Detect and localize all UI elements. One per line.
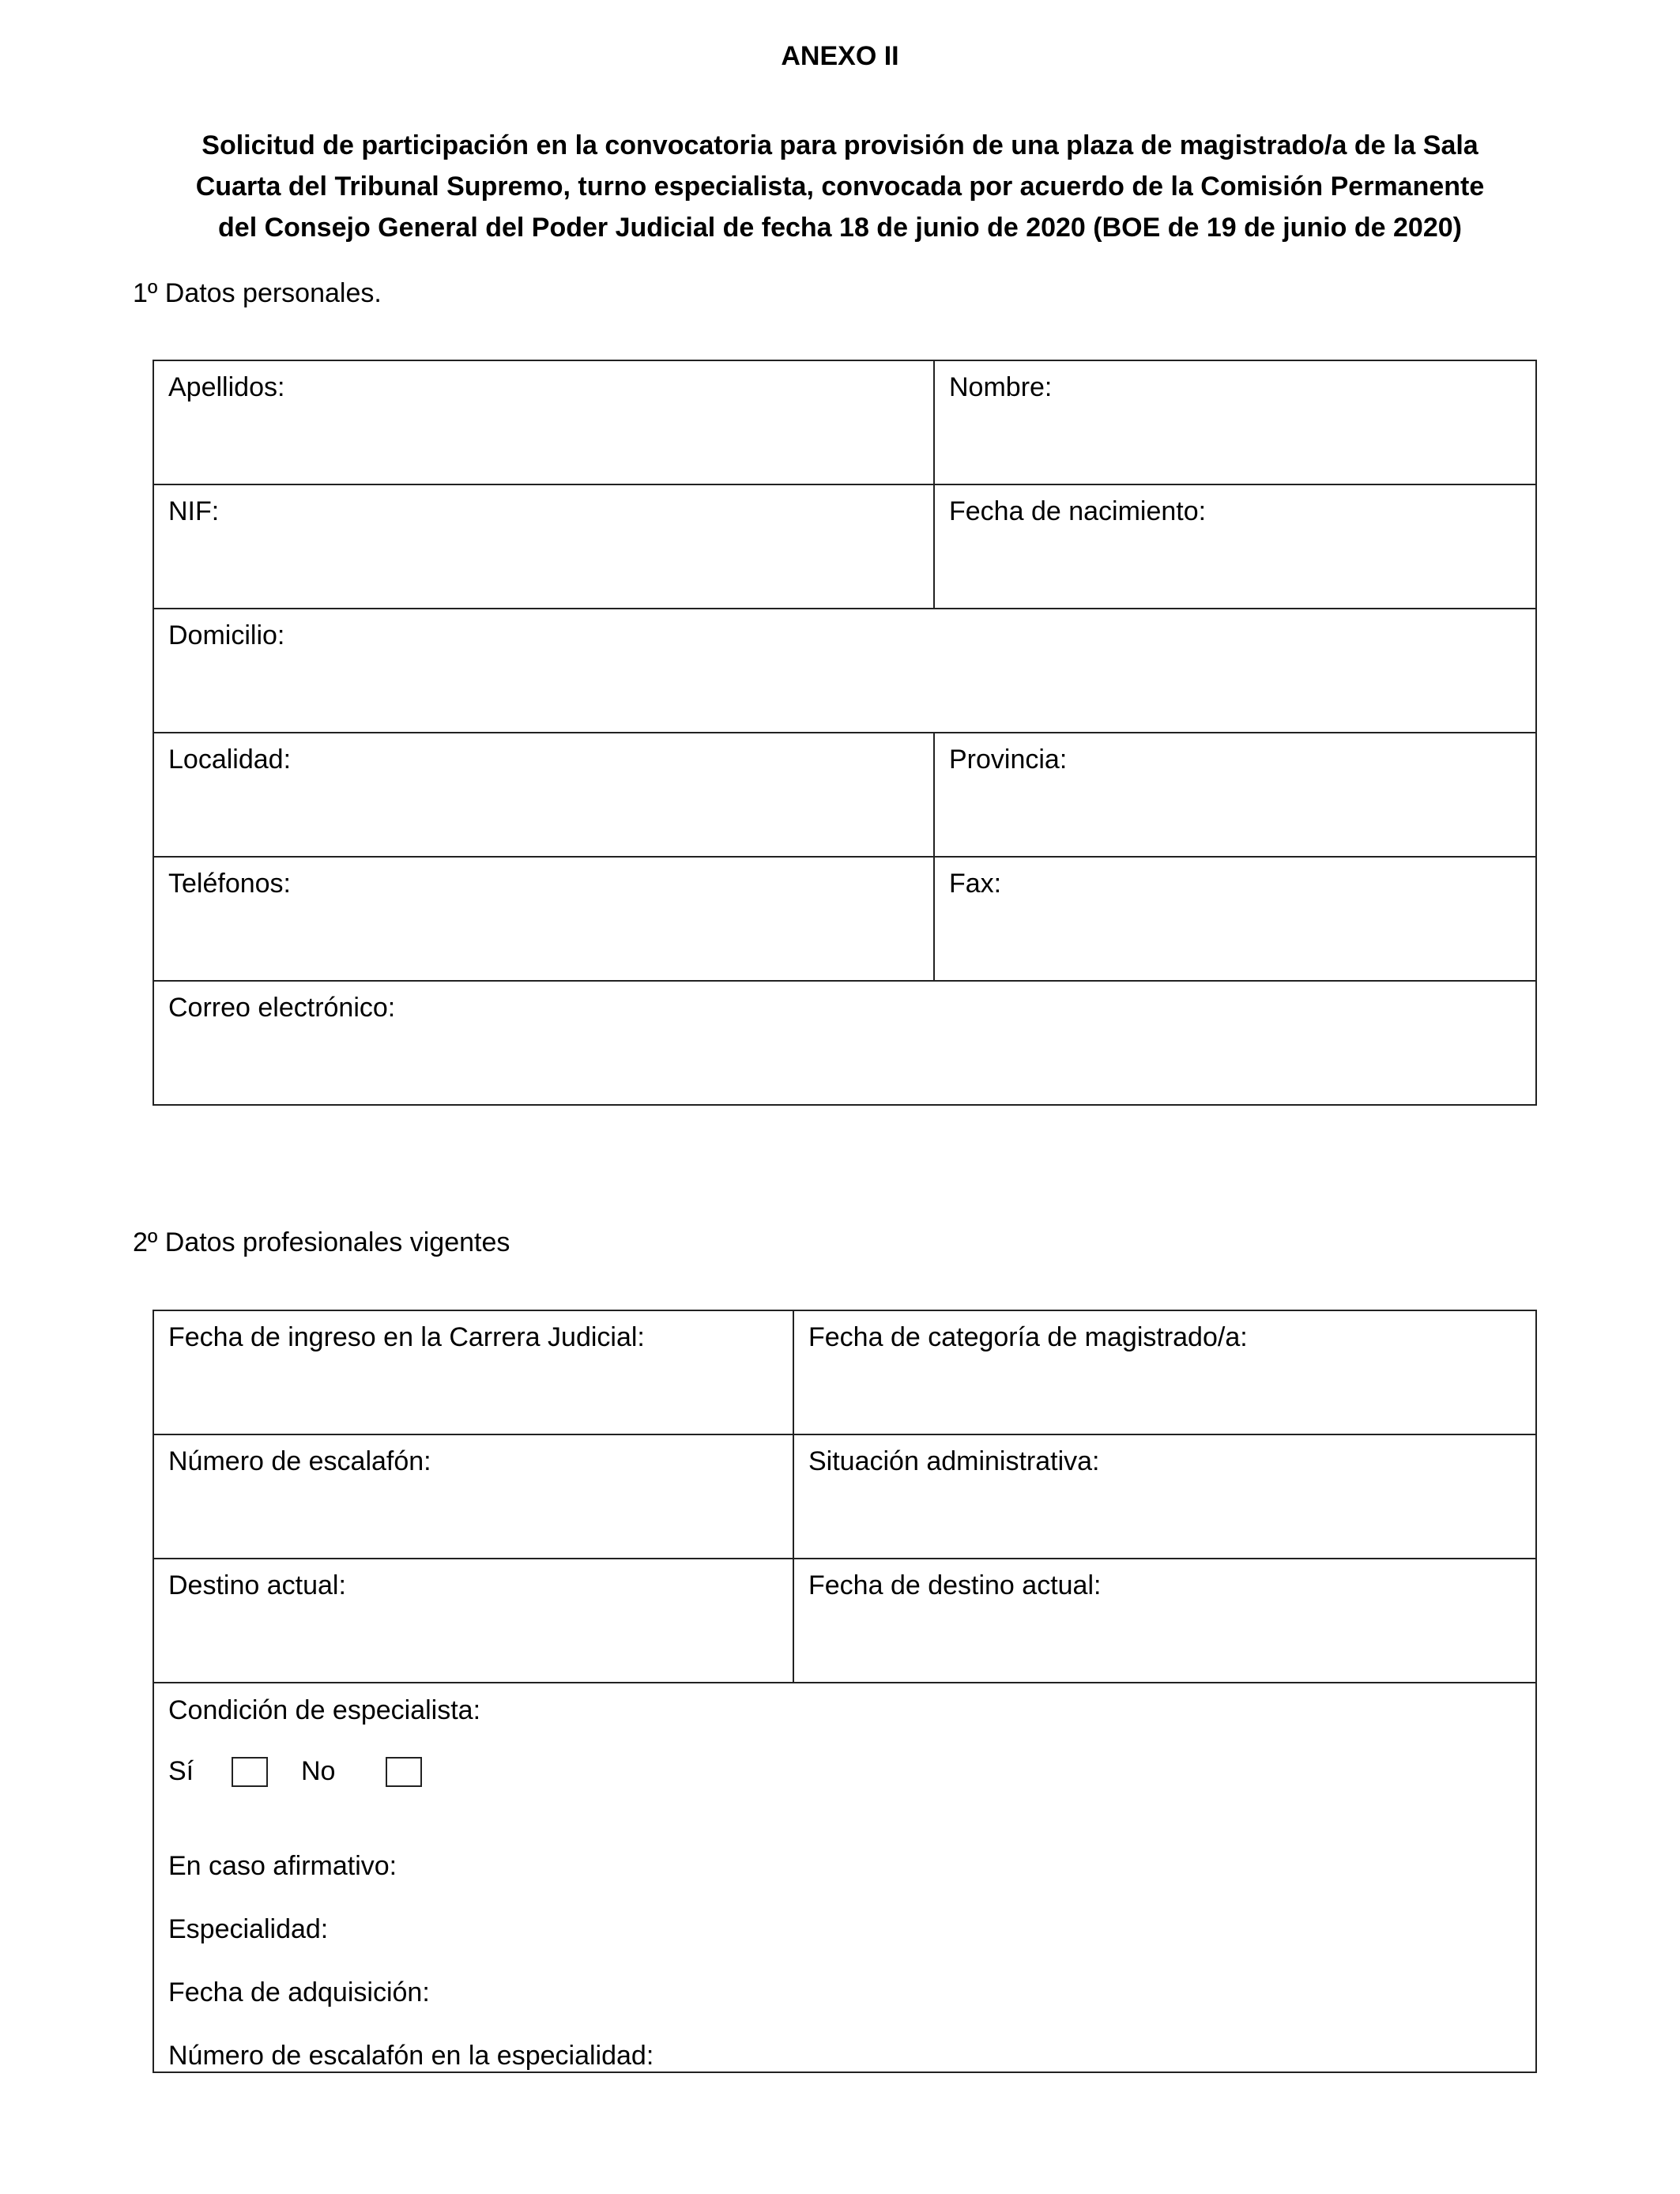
domicilio-label: Domicilio:: [168, 620, 285, 650]
title-line-1: Solicitud de participación en la convocatoria para provisión de una plaza de magistrado/a de la Sala: [202, 130, 1478, 160]
fecha-destino-field[interactable]: [793, 1559, 1536, 1683]
apellidos-label: Apellidos:: [168, 372, 285, 402]
si-checkbox[interactable]: [232, 1757, 268, 1787]
fecha-categoria-field[interactable]: [793, 1310, 1536, 1434]
especialidad-label: Especialidad:: [168, 1914, 329, 1944]
situacion-label: Situación administrativa:: [808, 1446, 1100, 1476]
correo-field[interactable]: [153, 981, 1536, 1105]
fecha-nacimiento-field[interactable]: [934, 484, 1536, 609]
condicion-label: Condición de especialista:: [168, 1695, 481, 1725]
provincia-field[interactable]: [934, 733, 1536, 857]
nombre-label: Nombre:: [949, 372, 1053, 402]
no-checkbox[interactable]: [386, 1757, 422, 1787]
localidad-field[interactable]: [153, 733, 934, 857]
personal-data-table: [153, 360, 1537, 1106]
especialista-section: [153, 1683, 1536, 2072]
yes-no-row: [168, 1756, 1521, 1787]
telefonos-label: Teléfonos:: [168, 869, 291, 899]
fax-field[interactable]: [934, 857, 1536, 981]
fecha-adquisicion-label: Fecha de adquisición:: [168, 1977, 430, 2007]
no-label: No: [301, 1756, 336, 1786]
destino-actual-field[interactable]: [153, 1559, 793, 1683]
domicilio-field[interactable]: [153, 609, 1536, 733]
section-heading-personal: 1º Datos personales.: [133, 278, 382, 308]
annex-title: ANEXO II: [781, 41, 899, 71]
nombre-field[interactable]: [934, 360, 1536, 484]
situacion-field[interactable]: [793, 1434, 1536, 1559]
en-caso-afirmativo-label: En caso afirmativo:: [168, 1851, 397, 1881]
correo-label: Correo electrónico:: [168, 993, 396, 1023]
telefonos-field[interactable]: [153, 857, 934, 981]
numero-escalafon-field[interactable]: [153, 1434, 793, 1559]
fecha-categoria-label: Fecha de categoría de magistrado/a:: [808, 1322, 1248, 1352]
nif-label: NIF:: [168, 496, 220, 526]
document-title: [119, 125, 1561, 248]
fecha-ingreso-label: Fecha de ingreso en la Carrera Judicial:: [168, 1322, 645, 1352]
destino-actual-label: Destino actual:: [168, 1570, 346, 1600]
title-line-3: del Consejo General del Poder Judicial de fecha 18 de junio de 2020 (BOE de 19 de junio de 2020): [218, 213, 1462, 243]
si-label: Sí: [168, 1756, 194, 1786]
localidad-label: Localidad:: [168, 745, 292, 775]
professional-data-table: [153, 1310, 1537, 2073]
fax-label: Fax:: [949, 869, 1002, 899]
numero-escalafon-label: Número de escalafón:: [168, 1446, 431, 1476]
fecha-nacimiento-label: Fecha de nacimiento:: [949, 496, 1207, 526]
fecha-ingreso-field[interactable]: [153, 1310, 793, 1434]
section-heading-professional: 2º Datos profesionales vigentes: [133, 1227, 510, 1257]
nif-field[interactable]: [153, 484, 934, 609]
apellidos-field[interactable]: [153, 360, 934, 484]
title-line-2: Cuarta del Tribunal Supremo, turno especialista, convocada por acuerdo de la Comisión Permanente: [195, 172, 1485, 202]
fecha-destino-label: Fecha de destino actual:: [808, 1570, 1102, 1600]
provincia-label: Provincia:: [949, 745, 1068, 775]
numero-escalafon-especialidad-label: Número de escalafón en la especialidad:: [168, 2041, 654, 2071]
